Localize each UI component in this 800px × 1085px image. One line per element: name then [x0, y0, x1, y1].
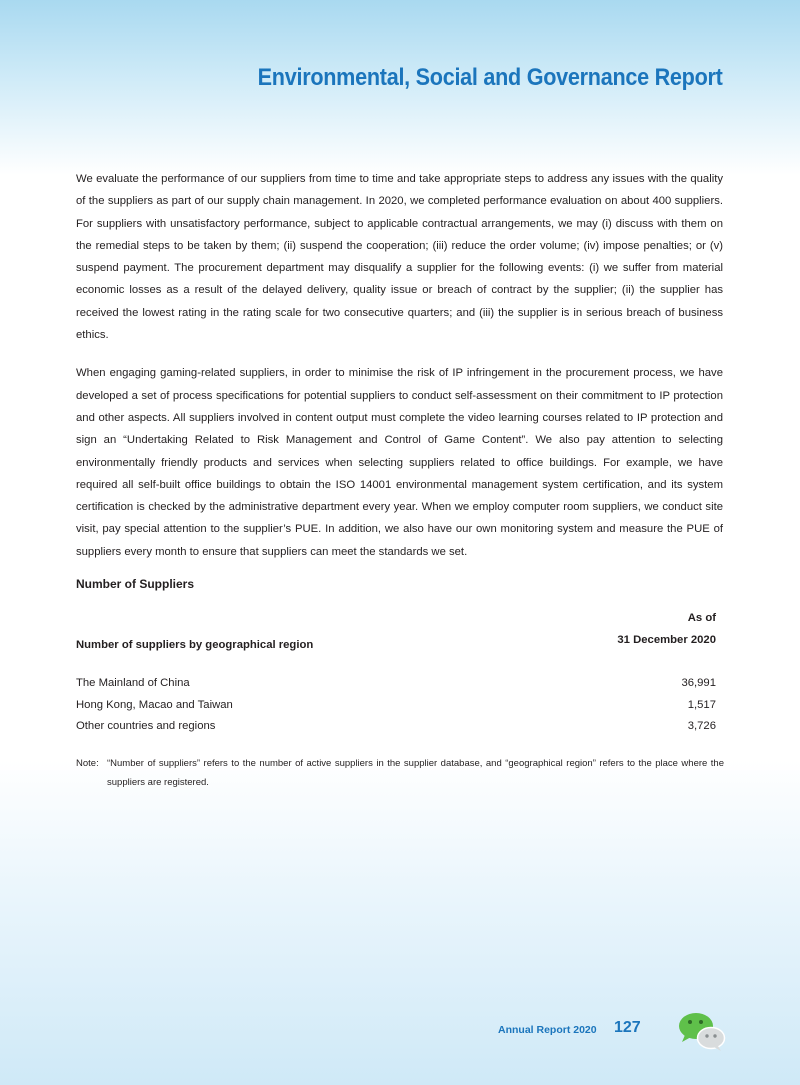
table-row — [76, 695, 716, 717]
table-cell-value: 36,991 — [681, 677, 716, 689]
section-title: Number of Suppliers — [76, 577, 195, 591]
table-cell-value: 3,726 — [687, 720, 716, 732]
footer-report-label: Annual Report 2020 — [498, 1024, 597, 1036]
table-header-region: Number of suppliers by geographical region — [76, 639, 314, 651]
table-cell-value: 1,517 — [687, 698, 716, 711]
table-cell-region: Other countries and regions — [76, 720, 216, 732]
table-row — [76, 716, 716, 738]
note-label: Note: — [76, 758, 99, 769]
suppliers-table — [76, 607, 716, 738]
table-cell-region: The Mainland of China — [76, 677, 190, 689]
table-body — [76, 673, 716, 738]
note-text: “Number of suppliers” refers to the number of active suppliers in the supplier database, and “geographical region” refers to the place where the suppliers are registered. — [107, 758, 724, 788]
page-header-title: Environmental, Social and Governance Report — [258, 64, 723, 91]
table-cell-region: Hong Kong, Macao and Taiwan — [76, 698, 233, 711]
page-number: 127 — [614, 1019, 641, 1036]
table-header-date — [617, 607, 716, 651]
table-row — [76, 673, 716, 695]
paragraph-supplier-evaluation: We evaluate the performance of our suppliers from time to time and take appropriate steps to address any issues with the quality of the suppliers as part of our supply chain management. In 2020, we completed performance evaluation on about 400 suppliers. For suppliers with unsatisfactory performance, subject to applicable contractual arrangements, we may (i) discuss with them on the remedial steps to be taken by them; (ii) suspend the cooperation; (iii) reduce the order volume; (iv) impose penalties; or (v) suspend payment. The procurement department may disqualify a supplier for the following events: (i) we suffer from material economic losses as a result of the delayed delivery, quality issue or breach of contract by the supplier; (ii) the supplier has received the lowest rating in the rating scale for two consecutive quarters; and (iii) the supplier is in serious breach of business ethics. — [76, 173, 723, 342]
table-note — [76, 754, 724, 792]
wechat-icon — [676, 1011, 726, 1051]
table-header-date-line1: As of — [687, 612, 716, 624]
table-header — [76, 607, 716, 651]
body-text — [76, 168, 723, 563]
table-header-date-line2: 31 December 2020 — [617, 634, 716, 646]
paragraph-gaming-suppliers: When engaging gaming-related suppliers, in order to minimise the risk of IP infringement in the procurement process, we have developed a set of process specifications for potential suppliers to conduct self-assessment on their commitment to IP protection and other aspects. All suppliers involved in content output must complete the video learning courses related to IP protection and sign an “Undertaking Related to Risk Management and Control of Game Content”. We also pay attention to selecting environmentally friendly products and services when selecting suppliers related to office buildings. For example, we have required all self-built office buildings to obtain the ISO 14001 environmental management system certification, and its system certification is checked by the administrative department every year. When we employ computer room suppliers, we conduct site visit, pay special attention to the supplier’s PUE. In addition, we also have our own monitoring system and measure the PUE of suppliers every month to ensure that suppliers can meet the standards we set. — [76, 367, 723, 558]
